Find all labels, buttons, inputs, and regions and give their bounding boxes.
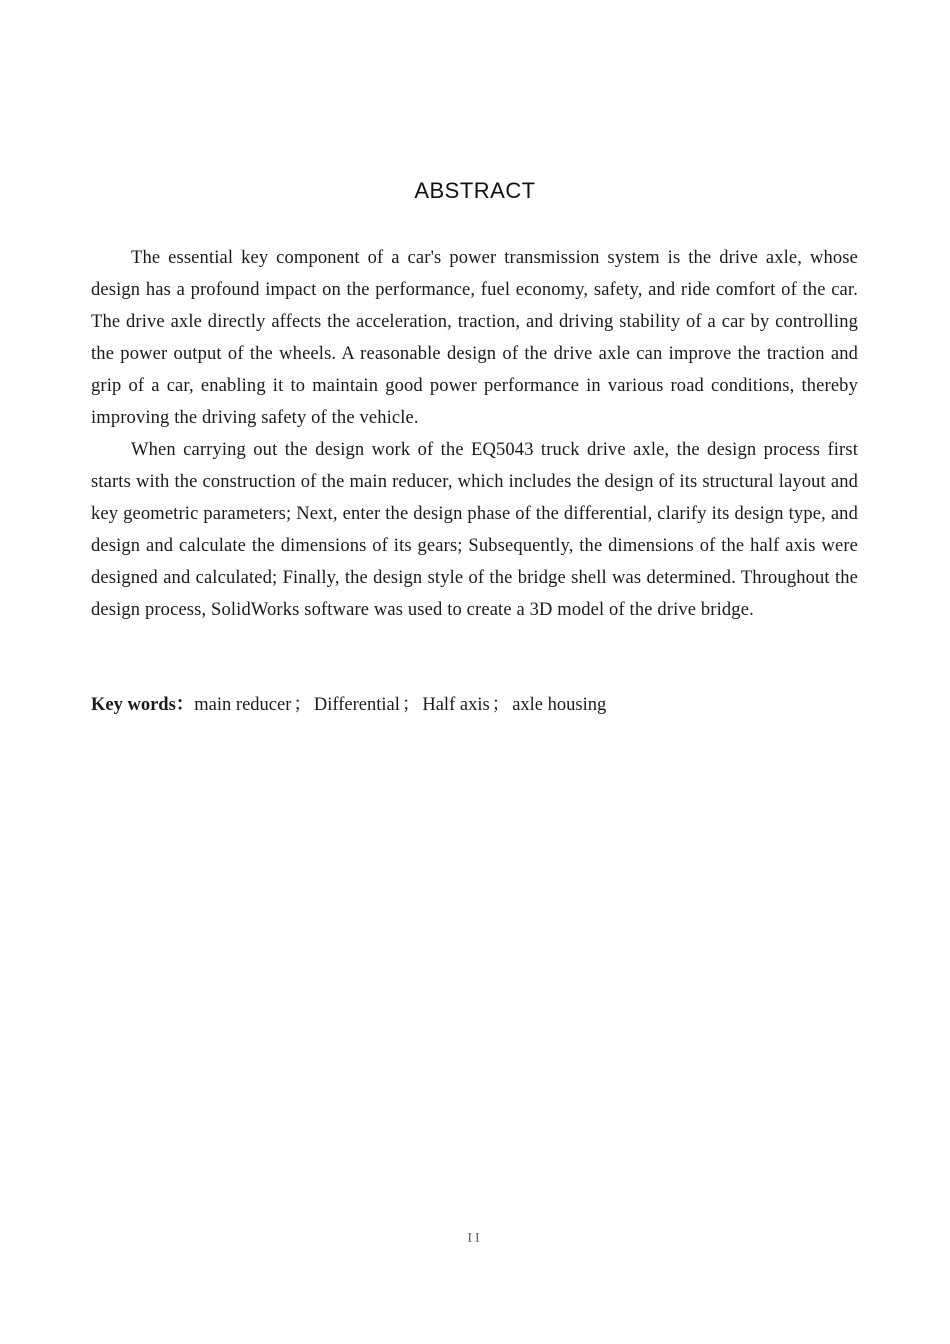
keyword-item: main reducer [194,695,292,715]
keyword-separator: ； [293,695,312,715]
abstract-paragraph-1: The essential key component of a car's power transmission system is the drive axle, whose design has a profound impact on the performance, fuel economy, safety, and ride comfort of the car. The drive axle directly affects the acceleration, traction, and driving stability of a car by controlling the power output of the wheels. A reasonable design of the drive axle can improve the traction and grip of a car, enabling it to maintain good power performance in various road conditions, thereby improving the driving safety of the vehicle. [91,248,858,428]
keyword-separator: ； [491,695,511,715]
keyword-item: axle housing [512,695,607,715]
abstract-title: ABSTRACT [414,178,536,203]
abstract-paragraph-2: When carrying out the design work of the EQ5043 truck drive axle, the design process first starts with the construction of the main reducer, which includes the design of its structural layout and key geometric parameters; Next, enter the design phase of the differential, clarify its design type, and design and calculate the dimensions of its gears; Subsequently, the dimensions of the half axis were designed and calculated; Finally, the design style of the bridge shell was determined. Throughout the design process, SolidWorks software was used to create a 3D model of the drive bridge. [91,440,858,620]
keyword-item: Differential [313,695,400,715]
keyword-item: Half axis [422,695,490,715]
page-number: II [467,1231,483,1246]
keywords-label: Key words： [91,695,195,715]
keywords-line [91,689,858,721]
abstract-body [91,242,858,626]
keyword-separator: ； [401,695,421,715]
